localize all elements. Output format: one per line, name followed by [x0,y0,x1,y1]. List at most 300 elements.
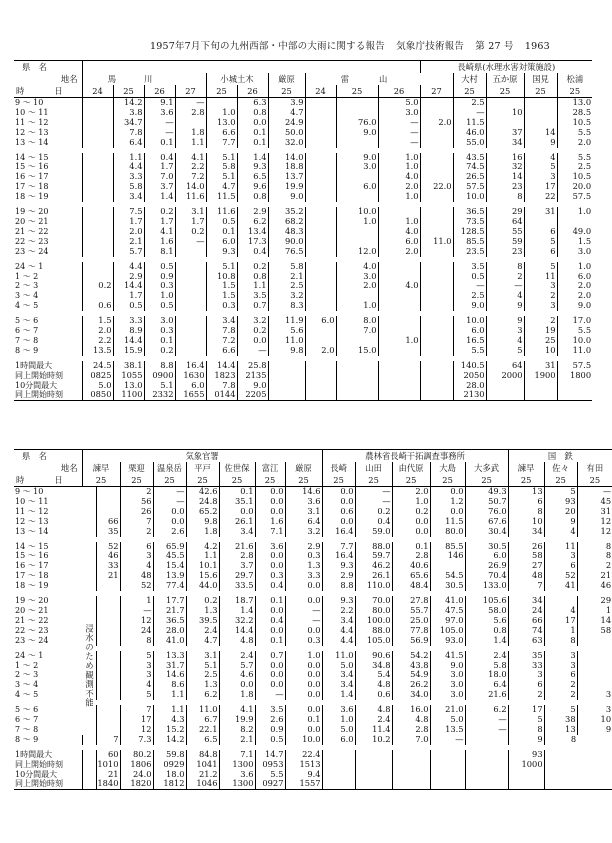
value-cell: 6.6 [206,346,237,356]
station-name-13: 佐々 [544,462,577,474]
value-cell [82,262,113,272]
station-name-7: 五か原 [486,73,524,85]
value-cell: 13 [508,487,544,497]
value-cell: 13.5 [82,346,113,356]
value-cell: 76.5 [268,247,305,257]
value-cell [96,715,120,725]
value-cell: 1557 [285,779,322,789]
value-cell: 6.5 [237,172,268,182]
value-cell [336,192,378,202]
value-cell [305,108,336,118]
time-cell: 14 ～ 15 [15,152,49,162]
value-cell: 2.0 [557,291,592,301]
value-cell: 65.2 [186,507,219,517]
value-cell [544,750,577,760]
value-cell: 3 [544,661,577,671]
value-cell: 3.7 [144,182,175,192]
value-cell: 1.8 [186,527,219,537]
value-cell [96,487,120,497]
time-cell: 9 ～ 10 [15,487,44,496]
time-cell: 8 ～ 9 [15,734,39,744]
value-cell: — [153,487,186,497]
value-cell: 34 [508,527,544,537]
value-cell: 36.5 [153,616,186,626]
value-cell: 0.5 [255,735,285,745]
empty-cell [82,527,96,537]
value-cell: 16.4 [322,527,355,537]
value-cell: 21.6 [219,542,255,552]
day-cell: 25 [392,474,430,487]
value-cell: 3.3 [113,316,144,326]
day-cell: 25 [508,474,544,487]
value-cell: 0.1 [285,715,322,725]
value-cell: 10.8 [206,272,237,282]
value-cell: 1 [120,596,153,606]
value-cell: 5.1 [206,262,237,272]
value-cell [82,247,113,257]
value-cell: 63 [508,636,544,646]
value-cell: 0.0 [153,507,186,517]
day-cell: 25 [268,85,305,98]
value-cell: 46.2 [355,561,392,571]
value-cell [378,390,420,400]
value-cell: 10.0 [285,735,322,745]
day-cell: 25 [486,85,524,98]
time-cell: 12 ～ 13 [15,516,49,526]
day-cell: 25 [465,474,508,487]
value-cell: 1041 [186,760,219,770]
time-cell: 10 ～ 11 [15,107,49,117]
value-cell: 55.7 [392,606,430,616]
value-cell: — [285,606,322,616]
value-cell: 2.4 [186,626,219,636]
value-cell: 0.2 [186,596,219,606]
value-cell: 0.0 [237,336,268,346]
value-cell [82,162,113,172]
value-cell: 15.4 [153,561,186,571]
value-cell: 59.0 [355,527,392,537]
value-cell: 14.4 [113,281,144,291]
value-cell [486,390,524,400]
value-cell: 76.0 [336,118,378,128]
value-cell: 6.7 [186,715,219,725]
value-cell: 9.3 [322,561,355,571]
value-cell: 0.5 [144,262,175,272]
value-cell: 0900 [144,371,175,381]
value-cell: — [153,497,186,507]
value-cell: 4.1 [175,153,206,163]
value-cell: 6 [508,680,544,690]
value-cell: 31 [577,507,612,517]
value-cell [420,272,453,282]
value-cell: 10 [524,346,557,356]
value-cell: 0.3 [144,281,175,291]
value-cell: 11.6 [175,192,206,202]
value-cell: 0.0 [255,670,285,680]
time-cell: 9 ～ 10 [15,98,44,107]
value-cell: 13.3 [153,651,186,661]
station-umakawa [82,73,206,85]
value-cell [465,735,508,745]
station-name-4: 雷 [340,74,380,84]
day-cell: 25 [577,474,612,487]
value-cell: 5.8 [206,162,237,172]
value-cell: 0.3 [144,326,175,336]
value-cell: 4.4 [113,162,144,172]
value-cell: 19.9 [268,182,305,192]
value-cell: 6.0 [175,381,206,391]
value-cell: — [175,237,206,247]
value-cell: 39.5 [186,616,219,626]
value-cell: 0.0 [285,670,322,680]
value-cell: 73.5 [453,217,486,227]
value-cell: 0.0 [392,527,430,537]
value-cell: 7.0 [392,735,430,745]
value-cell: 10.0 [336,207,378,217]
value-cell: 15.6 [186,571,219,581]
empty-cell [82,487,96,497]
value-cell: 0.2 [144,346,175,356]
value-cell: 4.7 [186,636,219,646]
value-cell: — [120,606,153,616]
value-cell [305,138,336,148]
value-cell: 22.1 [186,725,219,735]
value-cell: 1.0 [206,108,237,118]
value-cell [378,361,420,371]
value-cell: — [237,346,268,356]
value-cell: 5.6 [268,326,305,336]
value-cell: 9 [577,725,612,735]
value-cell: 0.0 [285,596,322,606]
value-cell [420,247,453,257]
value-cell: 46 [577,581,612,591]
value-cell: 5.1 [144,381,175,391]
value-cell: — [175,98,206,108]
station-name-1: 栗迎 [120,462,153,474]
value-cell: 6.5 [186,735,219,745]
value-cell: 2.4 [219,651,255,661]
value-cell: 4 [486,291,524,301]
value-cell: 2 [120,527,153,537]
value-cell: 54.9 [392,670,430,680]
day-cell: 24 [305,85,336,98]
value-cell: 7.3 [120,735,153,745]
value-cell: 2 [524,291,557,301]
value-cell [96,680,120,690]
time-cell: 2 ～ 3 [15,281,39,291]
value-cell: 0.5 [144,301,175,311]
value-cell: 1300 [219,760,255,770]
value-cell: — [486,281,524,291]
value-cell: 1.0 [557,207,592,217]
value-cell: 18.7 [219,596,255,606]
value-cell: 35 [508,651,544,661]
value-cell [96,581,120,591]
value-cell: 14.2 [153,735,186,745]
value-cell: 8.8 [322,581,355,591]
value-cell: 97.0 [430,616,465,626]
value-cell: 2.9 [285,542,322,552]
value-cell: 6 [508,497,544,507]
value-cell: 21 [96,770,120,780]
value-cell: 1.7 [144,162,175,172]
value-cell: 65.9 [153,542,186,552]
value-cell: 36.5 [453,207,486,217]
time-cell: 20 ～ 21 [15,216,49,226]
value-cell: 29 [577,596,612,606]
table-row [14,581,612,591]
value-cell: 22 [524,192,557,202]
value-cell [82,227,113,237]
value-cell: 0.2 [355,507,392,517]
value-cell [420,162,453,172]
value-cell: 40.6 [392,561,430,571]
value-cell: 26.1 [219,517,255,527]
value-cell: 3 [577,690,612,700]
value-cell [355,750,392,760]
value-cell: 77.4 [153,581,186,591]
value-cell [322,779,355,789]
value-cell: 48 [508,571,544,581]
value-cell: 1.1 [113,153,144,163]
value-cell: — [378,118,420,128]
value-cell: 5 [524,237,557,247]
value-cell [465,770,508,780]
report-series: 気象庁技術報告 [396,41,465,52]
value-cell: 1.0 [144,291,175,301]
value-cell: 0.0 [285,725,322,735]
value-cell: 60 [96,750,120,760]
day-cell: 25 [322,474,355,487]
value-cell [268,361,305,371]
value-cell [420,128,453,138]
value-cell: 2050 [453,371,486,381]
value-cell: 2 [544,680,577,690]
value-cell: 1806 [120,760,153,770]
value-cell [96,670,120,680]
value-cell: 0.8 [237,192,268,202]
value-cell: 0.0 [255,626,285,636]
value-cell: 34 [508,596,544,606]
value-cell: 6.6 [206,128,237,138]
value-cell: 7.7 [322,542,355,552]
value-cell: 26.9 [465,561,508,571]
value-cell: 7.0 [336,326,378,336]
value-cell: 140.5 [453,361,486,371]
value-cell: 2.9 [113,272,144,282]
value-cell [420,281,453,291]
value-cell: 2.8 [219,551,255,561]
value-cell: 80.0 [355,606,392,616]
value-cell: 4 [486,336,524,346]
value-cell: 50.0 [268,128,305,138]
day-cell: 26 [378,85,420,98]
value-cell [336,371,378,381]
value-cell: 4.4 [322,636,355,646]
table-row [14,247,592,257]
value-cell: 3.6 [285,497,322,507]
value-cell: 21.2 [186,770,219,780]
value-cell: 0.1 [144,336,175,346]
day-cell: 25 [285,474,322,487]
station-name-12: 諫早 [508,462,544,474]
value-cell [82,118,113,128]
value-cell: 33 [508,661,544,671]
value-cell: 8 [508,725,544,735]
time-cell: 10分間最大 [15,380,58,390]
day-cell: 27 [175,85,206,98]
value-cell: 2.9 [322,571,355,581]
value-cell [175,281,206,291]
value-cell: 4.1 [219,705,255,715]
value-cell: 17 [120,715,153,725]
value-cell: 6.0 [305,316,336,326]
value-cell: 1.1 [237,281,268,291]
value-cell [175,262,206,272]
value-cell: 16.4 [175,361,206,371]
value-cell: 12 [577,527,612,537]
value-cell: 30.4 [465,527,508,537]
value-cell: 17.3 [237,237,268,247]
value-cell [378,301,420,311]
value-cell: 5.0 [378,98,420,108]
value-cell: 1900 [524,371,557,381]
value-cell: 5.5 [557,326,592,336]
value-cell: 41.0 [430,596,465,606]
value-cell [305,390,336,400]
value-cell [82,207,113,217]
value-cell: 105.0 [355,636,392,646]
value-cell: 3.4 [322,670,355,680]
value-cell: 0.5 [453,272,486,282]
value-cell: 48 [120,571,153,581]
value-cell: 3.5 [237,291,268,301]
value-cell: 77.8 [392,626,430,636]
time-cell: 1 ～ 2 [15,271,39,281]
value-cell [82,779,96,789]
table-row [14,346,592,356]
time-cell: 23 ～ 24 [15,246,49,256]
value-cell: 16 [486,153,524,163]
value-cell: 18.0 [465,670,508,680]
value-cell [430,770,465,780]
value-cell: 11.5 [453,118,486,128]
value-cell: 8.0 [336,316,378,326]
value-cell: 8.1 [144,247,175,257]
value-cell: 1630 [175,371,206,381]
value-cell: 5 [120,651,153,661]
value-cell: 26 [508,542,544,552]
time-cell: 13 ～ 14 [15,137,49,147]
value-cell: 3.0 [378,108,420,118]
value-cell: — [378,128,420,138]
date-header: 日 [54,475,63,485]
value-cell: 49.0 [557,227,592,237]
value-cell: 1820 [120,779,153,789]
value-cell [420,262,453,272]
value-cell [420,301,453,311]
value-cell [508,770,544,780]
value-cell [430,750,465,760]
value-cell: 34.7 [113,118,144,128]
value-cell: 1 [577,606,612,616]
value-cell: 2.5 [453,291,486,301]
value-cell [378,346,420,356]
value-cell: 3 [577,705,612,715]
value-cell [82,98,113,108]
value-cell [524,390,557,400]
day-cell: 25 [153,474,186,487]
time-cell: 5 ～ 6 [15,705,39,715]
value-cell: 1.2 [430,497,465,507]
value-cell [336,381,378,391]
value-cell [82,750,96,760]
value-cell: 0.0 [322,497,355,507]
value-cell: 4.7 [268,108,305,118]
value-cell [305,237,336,247]
value-cell: 31 [524,207,557,217]
value-cell: 7 [96,735,120,745]
value-cell [82,192,113,202]
value-cell: 3.1 [285,507,322,517]
value-cell: 1.5 [82,316,113,326]
time-cell: 10分間最大 [15,769,58,779]
value-cell: 0.0 [285,581,322,591]
station-name-14: 有田 [577,462,612,474]
value-cell: 0.6 [82,301,113,311]
value-cell: 1100 [113,390,144,400]
value-cell: 57.5 [453,182,486,192]
value-cell: 54.5 [430,571,465,581]
time-cell: 14 ～ 15 [15,541,49,551]
value-cell: 2.0 [378,182,420,192]
value-cell: 0.0 [322,487,355,497]
value-cell: 3 [544,551,577,561]
value-cell: 41.0 [153,636,186,646]
empty-cell [82,507,96,517]
value-cell: 2 [508,690,544,700]
value-cell: 18.0 [153,770,186,780]
value-cell [305,301,336,311]
time-cell: 16 ～ 17 [15,561,49,571]
value-cell: 2.0 [557,138,592,148]
value-cell: 0.0 [392,517,430,527]
value-cell: 5.8 [268,262,305,272]
value-cell: 28.5 [557,108,592,118]
value-cell: 3 [120,661,153,671]
value-cell [96,606,120,616]
value-cell: 9.0 [268,192,305,202]
value-cell: 57.5 [557,192,592,202]
day-cell: 26 [237,85,268,98]
value-cell [420,346,453,356]
value-cell: 11.5 [430,517,465,527]
value-cell: 2.0 [336,281,378,291]
value-cell [305,371,336,381]
page-header [150,38,595,52]
value-cell: 10.5 [557,118,592,128]
value-cell: 2.0 [113,227,144,237]
value-cell: 0144 [206,390,237,400]
empty-cell [82,571,96,581]
value-cell [305,153,336,163]
value-cell: 3.3 [285,571,322,581]
value-cell: 1823 [206,371,237,381]
value-cell: 7 [120,517,153,527]
value-cell [355,770,392,780]
value-cell: 2 [577,561,612,571]
value-cell: 17 [544,616,577,626]
